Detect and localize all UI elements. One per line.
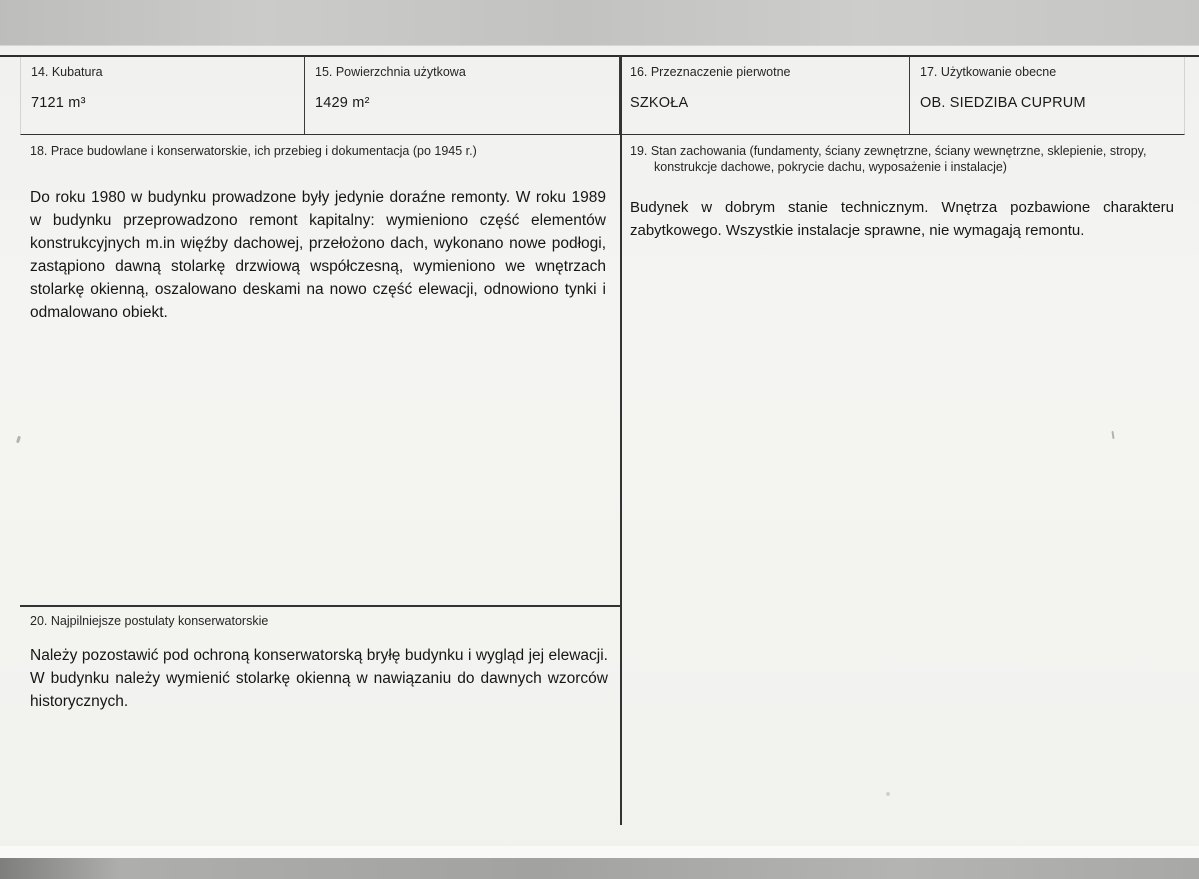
field-uzytkowanie-obecne-value: OB. SIEDZIBA CUPRUM [920,95,1086,111]
section-prace-budowlane-text: Do roku 1980 w budynku prowadzone były jedynie doraźne remonty. W roku 1989 w budynku przeprowadzono remont kapitalny: wymieniono część elementów konstrukcyjnych m.in więźby dachowej, przełożono dach, wykonano nowe podłogi, zastąpiono dawną stolarkę drzwiową współczesną, wymieniono we wnętrzach stolarkę okienną, oszalowano deskami na nowo część elewacji, odnowiono tynki i odmalowano obiekt. [30,189,606,321]
section-prace-budowlane [20,136,620,604]
section-postulaty-konserwatorskie [20,606,620,826]
section-stan-zachowania [620,136,1186,826]
header-fields-row [20,56,1185,135]
field-przeznaczenie-pierwotne [620,56,910,135]
scanner-band-top [0,0,1199,46]
page-bottom-strip [0,846,1199,858]
field-przeznaczenie-pierwotne-value: SZKOŁA [630,95,689,111]
field-powierzchnia-label: 15. Powierzchnia użytkowa [315,65,466,79]
field-kubatura-label: 14. Kubatura [31,65,103,79]
field-powierzchnia [305,56,620,135]
scan-artifact [886,792,890,796]
section-stan-zachowania-label: 19. Stan zachowania (fundamenty, ściany zewnętrzne, ściany wewnętrzne, sklepienie, stropy, konstrukcje dachowe, pokrycie dachu, wyposażenie i instalacje) [630,144,1147,174]
section-postulaty-konserwatorskie-text: Należy pozostawić pod ochroną konserwatorską bryłę budynku i wygląd jej elewacji. W budynku należy wymienić stolarkę okienną w nawiązaniu do dawnych wzorców historycznych. [30,647,608,710]
scanner-band-bottom [0,858,1199,879]
field-kubatura-value: 7121 m³ [31,95,86,111]
section-stan-zachowania-text: Budynek w dobrym stanie technicznym. Wnętrza pozbawione charakteru zabytkowego. Wszystkie instalacje sprawne, nie wymagają remontu. [630,199,1174,239]
section-prace-budowlane-label: 18. Prace budowlane i konserwatorskie, ich przebieg i dokumentacja (po 1945 r.) [30,144,477,158]
field-przeznaczenie-pierwotne-label: 16. Przeznaczenie pierwotne [630,65,791,79]
field-uzytkowanie-obecne [910,56,1185,135]
field-kubatura [20,56,305,135]
field-powierzchnia-value: 1429 m² [315,95,370,111]
section-postulaty-konserwatorskie-label: 20. Najpilniejsze postulaty konserwatorskie [30,614,269,628]
field-uzytkowanie-obecne-label: 17. Użytkowanie obecne [920,65,1057,79]
